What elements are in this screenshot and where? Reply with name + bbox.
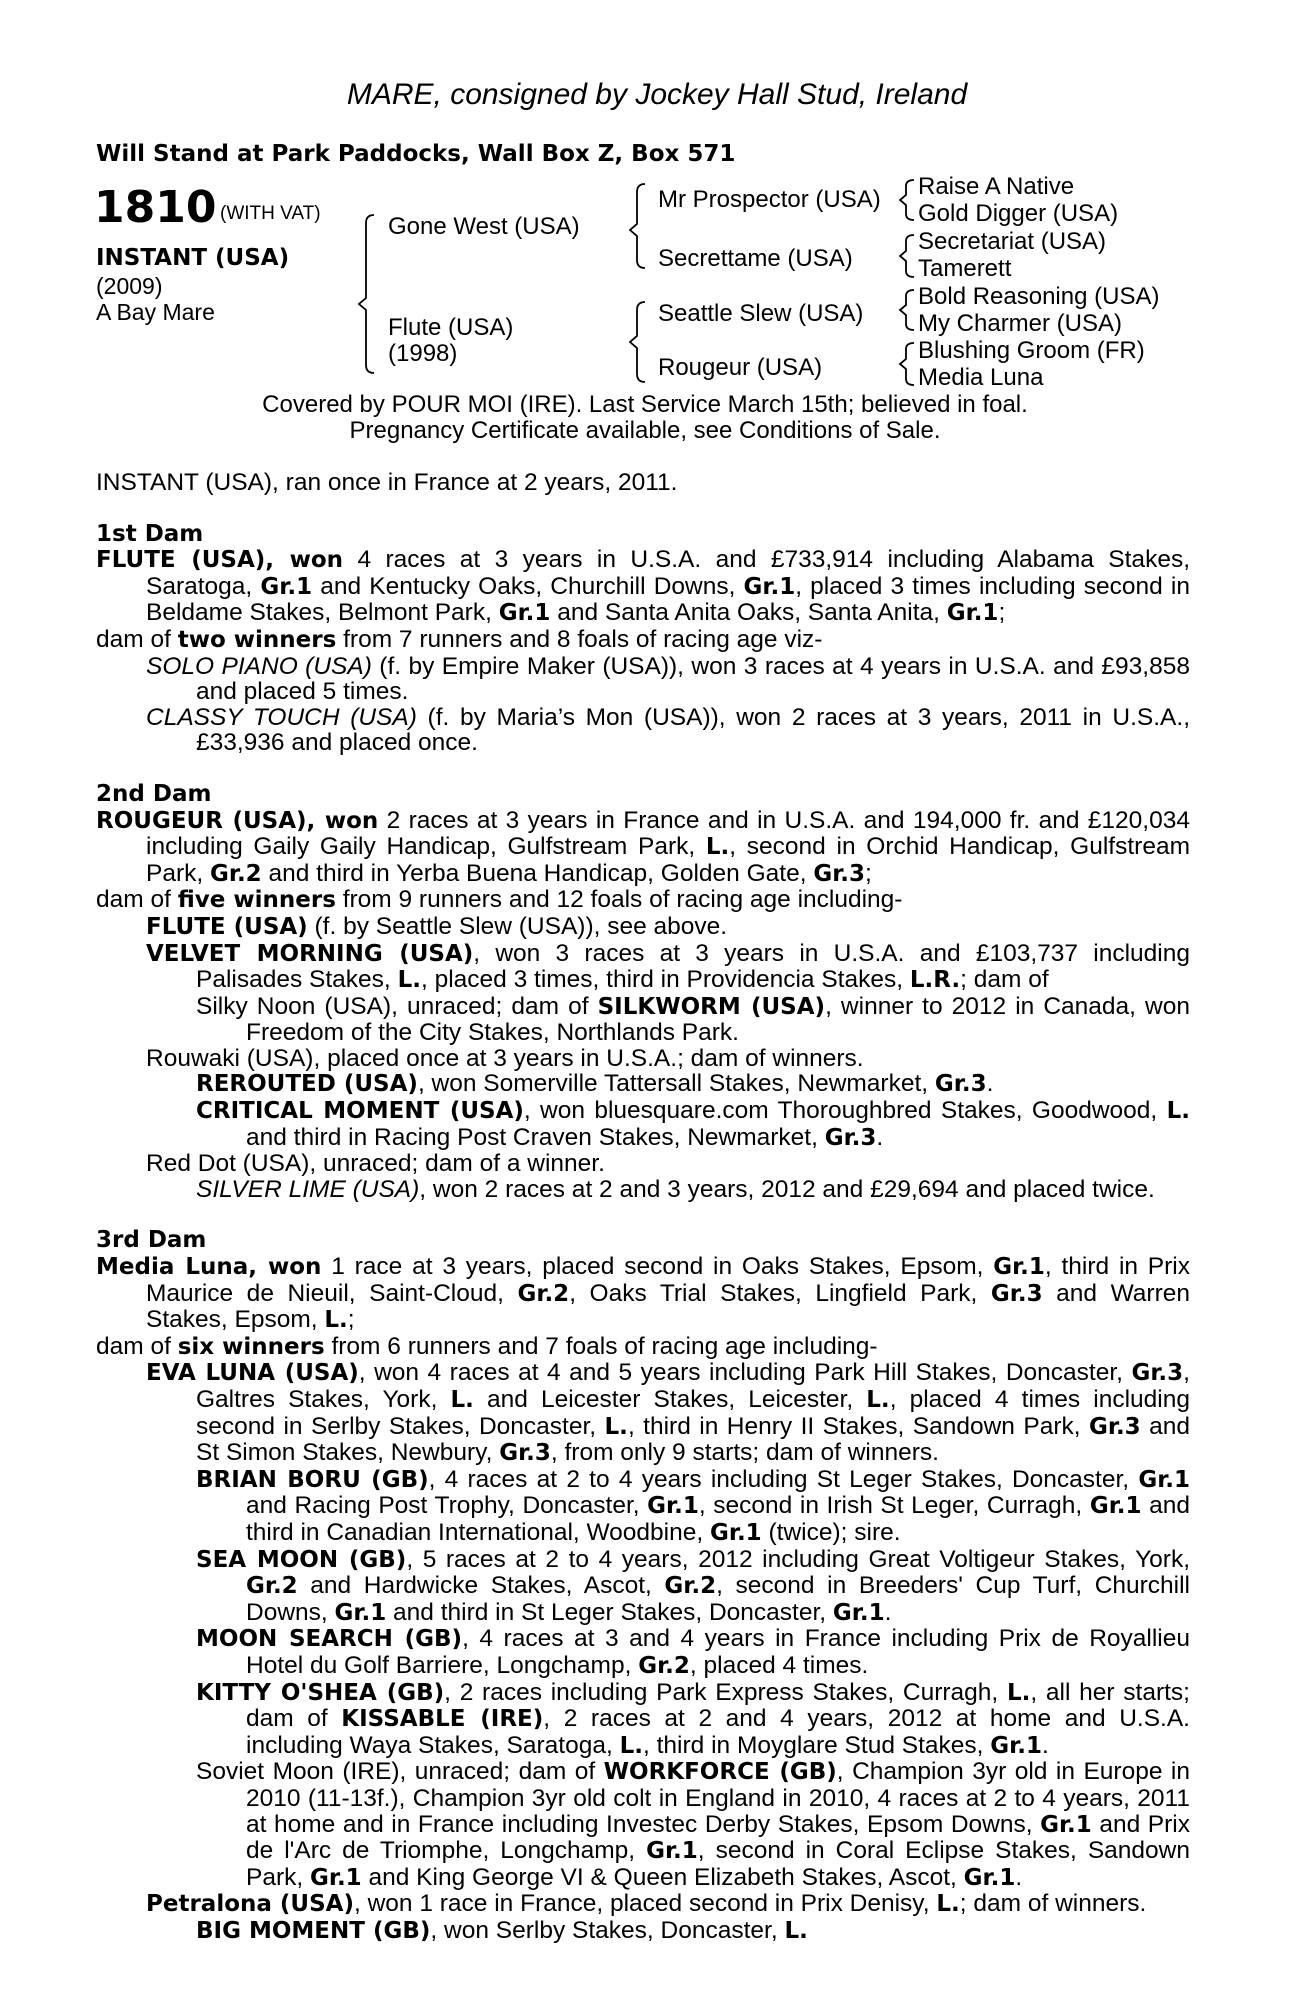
first-dam-record	[96, 547, 1190, 627]
pedigree-dsd: My Charmer (USA)	[918, 310, 1123, 337]
bold-text: Gr.1	[1138, 1466, 1191, 1493]
bold-text: L.	[1006, 1679, 1031, 1706]
pregnancy-line: Pregnancy Certificate available, see Conditions of Sale.	[349, 417, 941, 444]
bold-text: REROUTED (USA)	[196, 1071, 418, 1098]
text-segment: , placed 4 times.	[689, 1651, 869, 1679]
text-segment: ; dam of winners.	[959, 1890, 1147, 1918]
bold-text: Gr.1	[498, 600, 551, 627]
third-dam-produce-summary	[96, 1334, 1190, 1361]
bold-text: Gr.3	[499, 1440, 551, 1467]
bold-text: Gr.3	[813, 860, 866, 887]
produce-moon-search	[96, 1626, 1190, 1679]
text-segment: ;	[347, 1306, 355, 1334]
produce-record	[96, 470, 1190, 1944]
bold-text: Gr.1	[993, 1254, 1045, 1281]
text-segment: and Santa Anita Oaks, Santa Anita,	[550, 599, 947, 627]
text-segment: , third in Henry II Stakes, Sandown Park,	[627, 1412, 1089, 1440]
horse-name: INSTANT (USA)	[96, 245, 290, 271]
first-dam-produce-summary	[96, 627, 1190, 654]
bold-text: Gr.1	[743, 573, 796, 600]
third-dam-heading: 3rd Dam	[96, 1227, 207, 1254]
text-segment: , won 1 race in France, placed second in Prix Denisy,	[353, 1890, 937, 1918]
bold-text: Gr.1	[946, 600, 999, 627]
text-segment: .	[1041, 1731, 1049, 1759]
text-segment: ;	[865, 859, 872, 887]
bold-text: L.	[450, 1387, 474, 1413]
text-segment: and third in Canadian International, Woodbine,	[246, 1492, 1190, 1546]
bracket-dd	[900, 343, 914, 385]
bold-text: , won	[248, 1254, 322, 1281]
text-segment: , won Somerville Tattersall Stakes, Newmarket,	[417, 1070, 935, 1098]
bold-text: Gr.2	[517, 1280, 570, 1307]
text-segment: , second in Orchid Handicap, Gulfstream Park,	[146, 833, 1190, 887]
bracket-dam	[630, 302, 645, 382]
text-segment: from 7 runners and 8 foals of racing age viz-	[336, 625, 823, 653]
pedigree-sds: Secretariat (USA)	[918, 228, 1107, 255]
produce-rouwaki: Rouwaki (USA), placed once at 3 years in U.S.A.; dam of winners.	[146, 1044, 864, 1072]
bold-text: L.	[604, 1413, 628, 1440]
produce-eva-luna	[96, 1360, 1190, 1466]
bold-text: Gr.1	[710, 1519, 762, 1546]
third-dam-record	[96, 1254, 1190, 1334]
bold-text: Gr.2	[246, 1573, 298, 1600]
bold-text: BRIAN BORU (GB)	[196, 1466, 429, 1493]
bold-text: Gr.1	[1040, 1811, 1092, 1838]
bold-text: Gr.1	[990, 1732, 1042, 1759]
pedigree-sire: Gone West (USA)	[388, 213, 580, 240]
produce-soviet-moon	[96, 1759, 1190, 1891]
pedigree-ssd: Gold Digger (USA)	[918, 200, 1119, 227]
bracket-sd	[900, 235, 914, 277]
text-segment: , placed 3 times, third in Providencia Stakes,	[420, 966, 910, 994]
bold-text: Media Luna	[96, 1254, 249, 1281]
bold-text: FLUTE (USA)	[146, 913, 308, 940]
bold-text: Gr.1	[647, 1493, 699, 1520]
text-segment: , all her starts; dam of	[246, 1678, 1190, 1733]
bold-text: Gr.3	[824, 1124, 877, 1151]
text-segment: , winner to 2012 in Canada, won Freedom of the City Stakes, Northlands Park.	[246, 992, 1190, 1047]
pedigree-dam-sire: Seattle Slew (USA)	[658, 300, 864, 327]
pedigree-dam-dam: Rougeur (USA)	[658, 354, 823, 381]
bold-text: , won	[306, 807, 379, 834]
text-segment: and Warren Stakes, Epsom,	[146, 1279, 1190, 1334]
bold-text: CRITICAL MOMENT (USA)	[196, 1098, 524, 1125]
text-segment: , Champion 3yr old in Europe in 2010 (11-13f.), Champion 3yr old colt in England in 2010, 4 races at 2 to 4 years, 2011 at home and in France including Investec Derby Stakes, Epsom Downs,	[246, 1758, 1190, 1838]
text-segment: , 2 races at 2 and 4 years, 2012 at home and U.S.A. including Waya Stakes, Saratoga,	[246, 1705, 1190, 1759]
italic-text: SILVER LIME (USA)	[196, 1175, 420, 1203]
produce-kitty-oshea	[96, 1680, 1190, 1760]
bold-text: Gr.1	[646, 1838, 698, 1865]
text-segment: , won Serlby Stakes, Doncaster,	[430, 1916, 785, 1944]
text-segment: , placed 3 times including second in Beldame Stakes, Belmont Park,	[146, 572, 1190, 627]
bold-text: six winners	[177, 1333, 325, 1360]
text-segment: , won 4 races at 4 and 5 years including Park Hill Stakes, Doncaster,	[358, 1359, 1132, 1387]
text-segment: (twice); sire.	[761, 1518, 901, 1546]
first-dam-heading: 1st Dam	[96, 520, 204, 547]
text-segment: and third in Yerba Buena Handicap, Golden Gate,	[261, 859, 814, 887]
italic-text: SOLO PIANO (USA)	[146, 652, 372, 680]
italic-text: CLASSY TOUCH (USA)	[146, 703, 417, 731]
bold-text: EVA LUNA (USA)	[146, 1360, 359, 1387]
text-segment: , 4 races at 3 and 4 years in France including Prix de Royallieu Hotel du Golf Barriere, Longchamp,	[246, 1625, 1190, 1679]
text-segment: from 6 runners and 7 foals of racing age including-	[324, 1332, 878, 1360]
bold-text: L.	[936, 1891, 960, 1918]
pedigree-dss: Bold Reasoning (USA)	[918, 283, 1160, 310]
text-segment: .	[884, 1598, 892, 1626]
bold-text: L.	[397, 967, 421, 994]
bold-text: Gr.1	[334, 1599, 387, 1626]
text-segment: and Kentucky Oaks, Churchill Downs,	[312, 572, 744, 600]
pedigree-sss: Raise A Native	[918, 173, 1075, 200]
text-segment: , won 2 races at 2 and 3 years, 2012 and £29,694 and placed twice.	[419, 1175, 1155, 1203]
bold-text: KITTY O'SHEA (GB)	[196, 1679, 445, 1706]
bold-text: Gr.1	[963, 1864, 1016, 1891]
text-segment: , 4 races at 2 to 4 years including St Leger Stakes, Doncaster,	[428, 1465, 1139, 1493]
text-segment: , Galtres Stakes, York,	[196, 1359, 1190, 1413]
bold-text: WORKFORCE (GB)	[603, 1759, 837, 1786]
text-segment: .	[876, 1123, 884, 1151]
text-segment: (f. by Maria’s Mon (USA)), won 2 races at 3 years, 2011 in U.S.A., £33,936 and placed once.	[196, 703, 1190, 757]
text-segment: , 5 races at 2 to 4 years, 2012 including Great Voltigeur Stakes, York,	[406, 1545, 1190, 1573]
bracket-ds	[900, 290, 914, 330]
bold-text: L.	[324, 1307, 348, 1334]
bold-text: Gr.3	[1131, 1360, 1184, 1387]
produce-classy-touch	[96, 705, 1190, 756]
produce-velvet-morning	[96, 941, 1190, 994]
bold-text: Gr.2	[638, 1652, 690, 1679]
bold-text: L.	[705, 834, 730, 861]
page-title: MARE, consigned by Jockey Hall Stud, Ireland	[346, 78, 968, 111]
produce-big-moment	[96, 1918, 1190, 1945]
bold-text: , won	[265, 547, 344, 574]
bold-text: L.	[784, 1917, 808, 1944]
text-segment: and King George VI & Queen Elizabeth Stakes, Ascot,	[361, 1863, 964, 1891]
text-segment: , 2 races including Park Express Stakes, Curragh,	[444, 1678, 1007, 1706]
text-segment: , third in Prix Maurice de Nieuil, Saint-Cloud,	[146, 1253, 1190, 1307]
second-dam-heading: 2nd Dam	[96, 780, 212, 807]
pedigree-dam-year: (1998)	[388, 340, 458, 367]
text-segment: Soviet Moon (IRE), unraced; dam of	[196, 1758, 604, 1786]
text-segment: and third in Racing Post Craven Stakes, Newmarket,	[246, 1123, 825, 1151]
text-segment: .	[986, 1070, 994, 1098]
bold-text: SILKWORM (USA)	[597, 993, 826, 1020]
produce-critical-moment	[96, 1098, 1190, 1151]
vat-note: (WITH VAT)	[220, 203, 321, 224]
produce-red-dot: Red Dot (USA), unraced; dam of a winner.	[146, 1150, 605, 1178]
text-segment: (f. by Seattle Slew (USA)), see above.	[307, 912, 728, 940]
produce-brian-boru	[96, 1467, 1190, 1547]
text-segment: and third in St Leger Stakes, Doncaster,	[386, 1598, 833, 1626]
text-segment: dam of	[96, 625, 178, 653]
bold-text: Petralona (USA)	[146, 1891, 354, 1918]
lot-number: 1810	[94, 182, 217, 233]
bold-text: Gr.3	[1089, 1413, 1141, 1440]
pedigree-dds: Blushing Groom (FR)	[918, 337, 1145, 364]
text-segment: Silky Noon (USA), unraced; dam of	[196, 992, 598, 1020]
text-segment: and Leicester Stakes, Leicester,	[473, 1386, 867, 1413]
horse-year: (2009)	[96, 273, 163, 299]
pedigree-ddd: Media Luna	[918, 364, 1044, 391]
bold-text: SEA MOON (GB)	[196, 1546, 407, 1573]
text-segment: , placed 4 times including second in Serlby Stakes, Doncaster,	[196, 1386, 1190, 1440]
second-dam-produce-summary	[96, 887, 1190, 914]
bold-text: Gr.1	[310, 1864, 362, 1891]
produce-sea-moon	[96, 1547, 1190, 1627]
text-segment: , second in Breeders' Cup Turf, Churchill Downs,	[246, 1572, 1190, 1626]
pedigree-sire-dam: Secrettame (USA)	[658, 245, 853, 272]
bracket-sire	[630, 184, 645, 268]
bold-text: Gr.1	[832, 1599, 885, 1626]
second-dam-record	[96, 808, 1190, 888]
produce-petralona	[96, 1891, 1190, 1918]
text-segment: .	[1015, 1863, 1023, 1891]
text-segment: 1 race at 3 years, placed second in Oaks Stakes, Epsom,	[321, 1253, 994, 1281]
produce-flute	[96, 914, 1190, 941]
text-segment: , second in Irish St Leger, Curragh,	[698, 1492, 1090, 1520]
bold-text: ROUGEUR (USA)	[96, 807, 307, 834]
produce-rerouted	[96, 1071, 1190, 1098]
bold-text: Gr.2	[664, 1573, 717, 1600]
bold-text: Gr.1	[260, 573, 313, 600]
text-segment: and Racing Post Trophy, Doncaster,	[246, 1492, 648, 1520]
produce-solo-piano	[96, 654, 1190, 705]
bracket-main	[359, 215, 374, 373]
text-segment: dam of	[96, 1332, 178, 1360]
text-segment: (f. by Empire Maker (USA)), won 3 races at 4 years in U.S.A. and £93,858 and placed 5 times.	[196, 652, 1190, 706]
covered-line: Covered by POUR MOI (IRE). Last Service March 15th; believed in foal.	[262, 391, 1028, 418]
bold-text: KISSABLE (IRE)	[341, 1706, 544, 1733]
text-segment: , from only 9 starts; dam of winners.	[550, 1439, 939, 1467]
text-segment: dam of	[96, 886, 178, 914]
text-segment: and St Simon Stakes, Newbury,	[196, 1412, 1191, 1467]
text-segment: , second in Coral Eclipse Stakes, Sandown Park,	[246, 1837, 1190, 1891]
bold-text: Gr.3	[934, 1071, 987, 1098]
text-segment: 4 races at 3 years in U.S.A. and £733,914 including Alabama Stakes, Saratoga,	[146, 546, 1190, 600]
bold-text: Gr.3	[990, 1280, 1043, 1307]
bold-text: Gr.1	[1089, 1493, 1142, 1520]
bold-text: L.	[866, 1387, 890, 1413]
text-segment: ;	[998, 599, 1006, 627]
text-segment: , third in Moyglare Stud Stakes,	[643, 1731, 991, 1759]
bold-text: MOON SEARCH (GB)	[196, 1626, 463, 1653]
bold-text: VELVET MORNING (USA)	[146, 940, 474, 967]
text-segment: 2 races at 3 years in France and in U.S.A. and 194,000 fr. and £120,034 including Gaily Gaily Handicap, Gulfstream Park,	[146, 806, 1190, 861]
first-dam-name: FLUTE (USA)	[96, 547, 266, 574]
pedigree-dam: Flute (USA)	[388, 314, 514, 341]
bold-text: five winners	[177, 887, 336, 914]
produce-silver-lime	[96, 1177, 1190, 1203]
text-segment: , won 3 races at 3 years in U.S.A. and £103,737 including Palisades Stakes,	[196, 939, 1190, 994]
bracket-ss	[900, 180, 914, 220]
stand-location: Will Stand at Park Paddocks, Wall Box Z, Box 571	[96, 141, 736, 167]
text-segment: ; dam of	[960, 966, 1049, 994]
text-segment: and Hardwicke Stakes, Ascot,	[297, 1572, 665, 1600]
bold-text: BIG MOMENT (GB)	[196, 1917, 431, 1944]
text-segment: from 9 runners and 12 foals of racing age including-	[335, 886, 903, 914]
text-segment: , won bluesquare.com Thoroughbred Stakes, Goodwood,	[523, 1097, 1167, 1125]
bold-text: L.	[1166, 1098, 1190, 1125]
bold-text: L.	[619, 1732, 644, 1759]
pedigree-sire-sire: Mr Prospector (USA)	[658, 186, 881, 213]
bold-text: two winners	[177, 626, 337, 653]
race-record: INSTANT (USA), ran once in France at 2 years, 2011.	[96, 469, 678, 496]
text-segment: and Prix de l'Arc de Triomphe, Longchamp,	[246, 1810, 1191, 1865]
pedigree-sdd: Tamerett	[918, 255, 1012, 282]
bold-text: L.R.	[909, 967, 961, 994]
produce-silky-noon	[96, 994, 1190, 1046]
horse-description: A Bay Mare	[96, 299, 215, 325]
text-segment: , Oaks Trial Stakes, Lingfield Park,	[569, 1279, 991, 1307]
bold-text: Gr.2	[210, 860, 262, 887]
